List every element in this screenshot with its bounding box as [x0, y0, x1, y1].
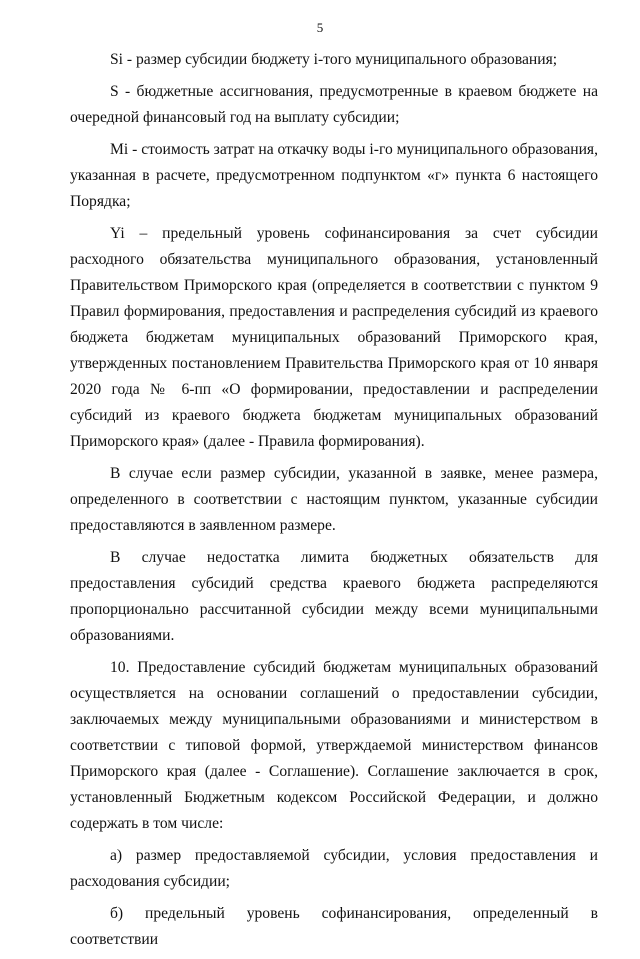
- paragraph-limit-shortage: В случае недостатка лимита бюджетных обязательств для предоставления субсидий средства краевого бюджета распределяются пропорционально рассчитанной субсидии между всеми муниципальными образованиями.: [70, 549, 598, 644]
- paragraph-s-definition: S - бюджетные ассигнования, предусмотренные в краевом бюджете на очередной финансовый год на выплату субсидии;: [70, 83, 598, 126]
- document-body: [70, 47, 598, 959]
- paragraph-subitem-b: б) предельный уровень софинансирования, определенный в соответствии: [70, 905, 598, 948]
- paragraph-subsidy-less-than-size: В случае если размер субсидии, указанной в заявке, менее размера, определенного в соответствии с настоящим пунктом, указанные субсидии предоставляются в заявленном размере.: [70, 465, 598, 534]
- paragraph-si-definition: Si - размер субсидии бюджету i-того муниципального образования;: [110, 51, 558, 68]
- paragraph-subitem-a: а) размер предоставляемой субсидии, условия предоставления и расходования субсидии;: [70, 847, 598, 890]
- page-number: 5: [316, 20, 324, 35]
- paragraph-mi-definition: Mi - стоимость затрат на откачку воды i-го муниципального образования, указанная в расчете, предусмотренном подпунктом «г» пункта 6 настоящего Порядка;: [70, 141, 598, 210]
- paragraph-yi-definition: Yi – предельный уровень софинансирования за счет субсидии расходного обязательства муниципального образования, установленный Правительством Приморского края (определяется в соответствии с пунктом 9 Правил формирования, предоставления и распределения субсидий из краевого бюджета бюджетам муниципальных образований Приморского края, утвержденных постановлением Правительства Приморского края от 10 января 2020 года № 6-пп «О формировании, предоставлении и распределении субсидий из краевого бюджета бюджетам муниципальных образований Приморского края» (далее - Правила формирования).: [70, 225, 598, 450]
- paragraph-item-10: 10. Предоставление субсидий бюджетам муниципальных образований осуществляется на основании соглашений о предоставлении субсидии, заключаемых между муниципальными образованиями и министерством в соответствии с типовой формой, утверждаемой министерством финансов Приморского края (далее - Соглашение). Соглашение заключается в срок, установленный Бюджетным кодексом Российской Федерации, и должно содержать в том числе:: [70, 659, 598, 832]
